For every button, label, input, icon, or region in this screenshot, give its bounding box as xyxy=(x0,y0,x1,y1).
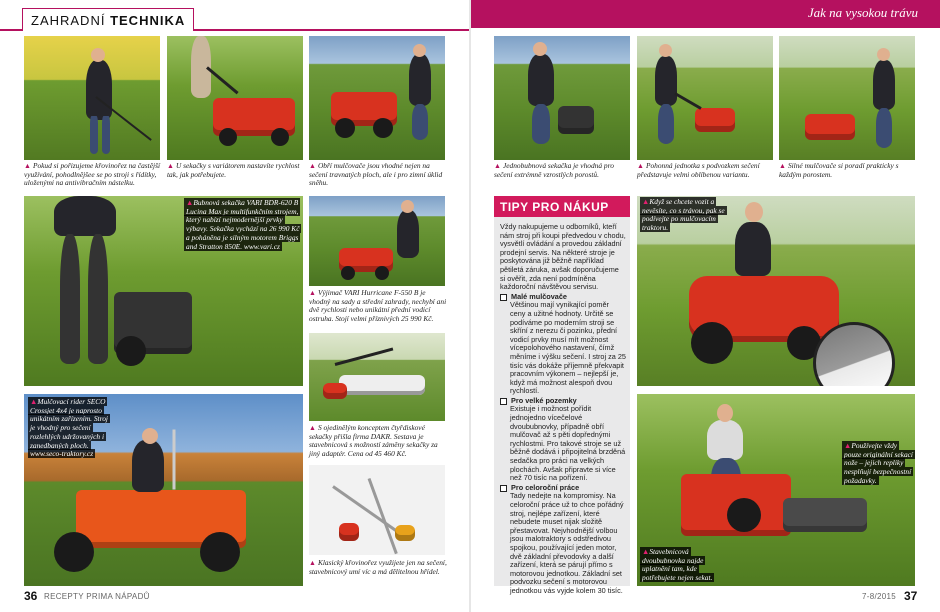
page-gutter xyxy=(469,0,471,612)
footer-issue: 7-8/2015 xyxy=(862,592,896,601)
caption-variator: ▲ U sekačky s variátorem nastavíte rychlost tak, jak potřebujete. xyxy=(167,161,300,179)
page-number-left: 36 xyxy=(24,589,38,603)
photo-giant-mulcher xyxy=(309,36,445,160)
section-tag xyxy=(22,8,194,31)
caption-dakr: ▲ S ojedinělým konceptem čtyřdiskové sekačky přišla firma DAKR. Sestava je stavebnicová s možností záměny sekačky za jiný adaptér. Cena od 45 460 Kč. xyxy=(309,423,438,458)
page-number-right: 37 xyxy=(904,589,918,603)
section-prefix: ZAHRADNÍ xyxy=(31,13,111,28)
caption-strong-mulcher: ▲ Silné mulčovače si poradí prakticky s každým porostem. xyxy=(779,161,899,179)
tips-title: TIPY PRO NÁKUP xyxy=(494,196,630,217)
caption-single-drum: ▲ Jednobubnová sekačka je vhodná pro sečení extrémně vzrostlých porostů. xyxy=(494,161,614,179)
tips-heading-large: Pro velké pozemky xyxy=(500,397,626,406)
footer-magazine-name: RECEPTY PRIMA NÁPADŮ xyxy=(44,592,150,601)
overlay-seco-rider: ▲Mulčovací rider SECO Crossjet 4x4 je naprosto unikátním zařízením. Stroj je vhodný pro sečení rozlehlých udržovaných i zanedbaných ploch. www.seco-traktory.cz xyxy=(30,397,108,459)
article-header-bar xyxy=(471,0,940,28)
article-title: Jak na vysokou trávu xyxy=(807,5,918,20)
tips-intro: Vždy nakupujeme u odborníků, kteří nám stroj při koupi předvedou v chodu, vysvětlí ovládání a provedou základní prodejní servis. Na některé stroje je poskytována již běžně například pětiletá záruka, avšak doporučujeme si ověřit, zda není podmíněna každoroční návštěvou servisu. xyxy=(500,222,626,292)
section-header xyxy=(0,0,469,31)
photo-strong-mulcher xyxy=(779,36,915,160)
photo-power-unit-chassis xyxy=(637,36,773,160)
tips-body xyxy=(500,223,626,596)
section-title: TECHNIKA xyxy=(110,13,186,28)
caption-brushcutter-kit: ▲ Klasický křovinořez využijete jen na sečení, stavebnicový umí víc a má dělitelnou hřídel. xyxy=(309,558,447,576)
tips-box xyxy=(494,196,630,595)
caption-brushcutter: ▲ Pokud si pořizujeme křovinořez na častější využívání, pohodlnějšee se po stroji s řídítky, uloženými na antivibračním nástelku. xyxy=(24,161,160,188)
overlay-modular-double-drum: ▲Stavebnicová dvoububnovka najde uplatnění tam, kde potřebujete nejen sekat. xyxy=(642,547,713,583)
overlay-tractor: ▲Když se chcete vozit a nevěsíte, co s trávou, pak se podívejte po mulčovacím traktoru. xyxy=(642,197,725,233)
photo-vari-hurricane xyxy=(309,196,445,286)
tips-text-yearround: Tady nedejte na kompromisy. Na celoroční práce už to chce pořádný stroj, nejlépe zařízení, které nebudete muset nijak složitě přestavovat. Nejvhodnější volbou jsou malotraktory s odstředivou spojkou, používající jeden motor, dvě základní převodovky a další zařízení, která se párují přímo s motorovou jednotkou. Základní set podvozku sečení s motorovou jednotkou vás vyjde kolem 30 tisíc. xyxy=(510,491,624,595)
photo-variator-mower xyxy=(167,36,303,160)
photo-dakr-four-disc-mower xyxy=(309,333,445,421)
photo-single-drum-mower xyxy=(494,36,630,160)
caption-hurricane: ▲ Výjimač VARI Hurricane F-550 B je vhodný na sady a střední zahrady, nechybí ani dvě rychlosti nebo unikátní přední vodicí ostruha. Stojí velmi příznivých 25 990 Kč. xyxy=(309,288,447,323)
overlay-original-blades: ▲Používejte vždy pouze originální sekací nože – jejich repliky nesplňují bezpečnostní požadavky. xyxy=(844,441,913,485)
tips-text-small: Většinou mají vynikající poměr ceny a užitné hodnoty. Určitě se podíváme po moderním stroji se skříní z nerezu či pozinku, přední vodicí prvky musí mít možnost vícepolohového nastavení, čímž měníme i výšku sečení. I stroj za 25 tisíc vás dokáže příjemně překvapit pracovním výkonem – nejlepší je, když má možnost alespoň dvou rychlostí. xyxy=(510,300,626,396)
tips-heading-small: Malé mulčovače xyxy=(500,293,626,302)
overlay-drum-mower: ▲Bubnová sekačka VARI BDR-620 B Lucina Max je multifunkčním strojem, který nabízí nejmodernější prvky výbavy. Sekačka vychází na 26 990 Kč a poháněna je silným motorem Briggs and Stratton 850E. www.vari.cz xyxy=(186,198,300,251)
tips-text-large: Existuje i možnost pořídit jednojedno vícečelové dvoububnovky, případně obří mulčovač až s pěti dopřednými rychlostmi. Pro takové stroje se už běžně dodává i připojitelná brzděná sedačka pro práci na velkých plochách. Avšak připravte si více než 70 tisíc na pořízení. xyxy=(510,404,626,483)
photo-brushcutter-kit xyxy=(309,465,445,555)
tips-heading-yearround: Pro celoroční práce xyxy=(500,484,626,493)
caption-power-unit: ▲ Pohonná jednotka s podvozkem sečení představuje velmi oblíbenou variantu. xyxy=(637,161,760,179)
photo-brushcutter-operator xyxy=(24,36,160,160)
caption-giant-mulcher: ▲ Obří mulčovače jsou vhodné nejen na sečení travnatých ploch, ale i pro zimní úklid sněhu. xyxy=(309,161,443,188)
